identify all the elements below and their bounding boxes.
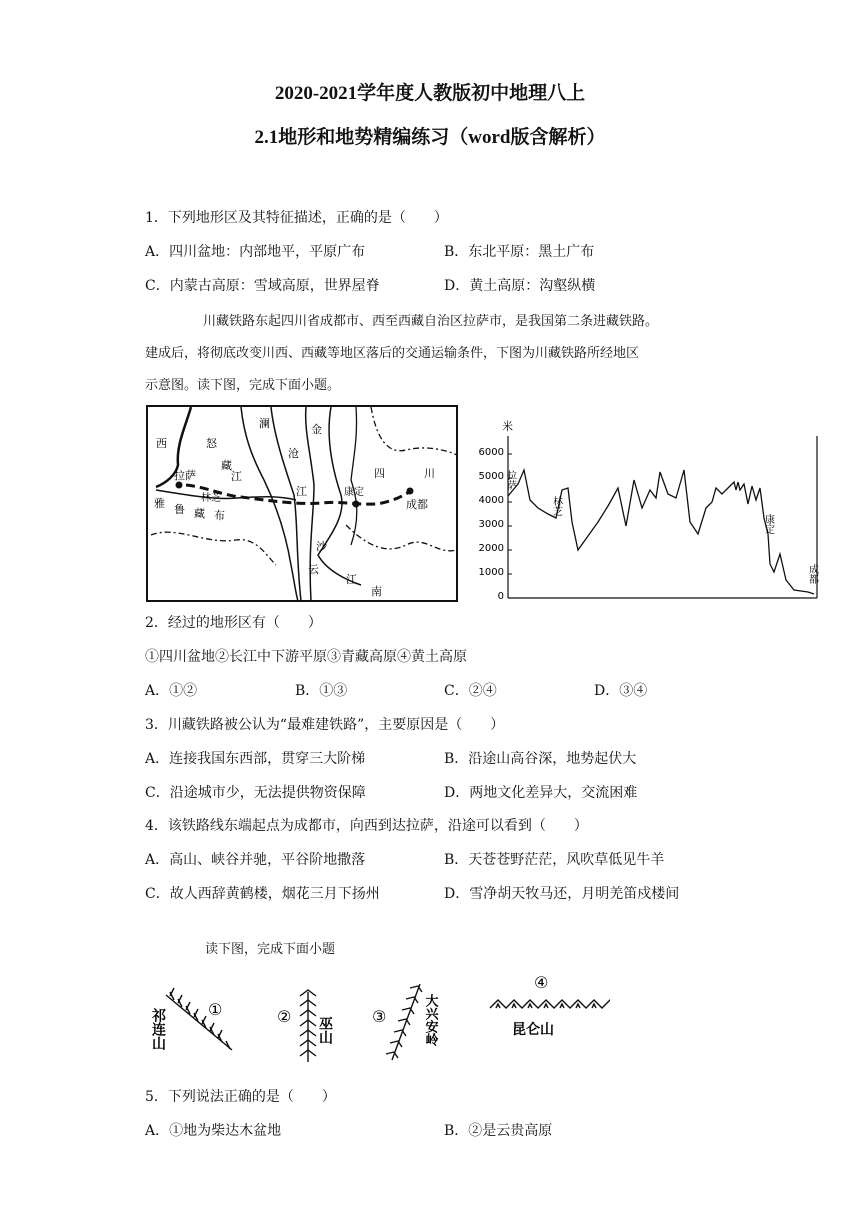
- q1-option-b: B．东北平原：黑土广布: [444, 244, 595, 260]
- q5-stem: 5．下列说法正确的是（ ）: [145, 1089, 336, 1105]
- profile-label-linzhi: 林芝: [550, 496, 562, 516]
- map-label-jiang-3: 江: [346, 573, 357, 586]
- passage-line-2: 建成后，将彻底改变川西、西藏等地区落后的交通运输条件，下图为川藏铁路所经地区: [145, 346, 640, 361]
- mountain-2-number: ②: [277, 1007, 292, 1026]
- mountain-ranges-figure: [150, 970, 610, 1070]
- passage-line-3: 示意图。读下图，完成下面小题。: [145, 378, 341, 393]
- q3-option-b: B．沿途山高谷深，地势起伏大: [444, 751, 637, 767]
- passage-2: 读下图，完成下面小题: [205, 942, 336, 957]
- q4-option-b: B．天苍苍野茫茫，风吹草低见牛羊: [444, 852, 665, 868]
- map-label-linzhi: 林芝: [201, 493, 221, 504]
- map-label-lu: 鲁: [174, 503, 185, 516]
- map-label-nan: 南: [371, 585, 382, 598]
- ytick-1000: 1000: [478, 567, 504, 578]
- map-label-ya: 雅: [154, 497, 165, 510]
- profile-label-chengdu: 成都: [806, 564, 818, 584]
- ytick-4000: 4000: [478, 495, 504, 506]
- map-label-xi: 西: [156, 437, 167, 450]
- map-label-nu: 怒: [206, 437, 217, 450]
- passage-line-1: 川藏铁路东起四川省成都市、西至西藏自治区拉萨市，是我国第二条进藏铁路。: [203, 314, 659, 329]
- q3-option-a: A．连接我国东西部，贯穿三大阶梯: [145, 751, 366, 767]
- map-label-zang-2: 藏: [194, 507, 205, 520]
- map-label-sha: 沙: [316, 540, 327, 553]
- profile-unit: 米: [502, 420, 513, 433]
- q4-stem: 4．该铁路线东端起点为成都市，向西到达拉萨，沿途可以看到（ ）: [145, 818, 588, 834]
- mountain-2-name: 巫山: [317, 1016, 333, 1044]
- mountain-4-number: ④: [534, 973, 549, 992]
- q1-option-a: A．四川盆地：内部地平，平原广布: [145, 244, 366, 260]
- q2-option-c: C．②④: [444, 683, 497, 699]
- mountain-symbol-3: [386, 984, 422, 1060]
- railway-map: [146, 405, 458, 602]
- mountain-4-name: 昆仑山: [512, 1022, 554, 1038]
- map-label-lasa: 拉萨: [174, 469, 196, 482]
- map-label-jiang-1: 江: [231, 470, 242, 483]
- mountain-symbol-1: [166, 988, 232, 1050]
- map-label-jin: 金: [311, 423, 322, 436]
- q3-stem: 3．川藏铁路被公认为“最难建铁路”，主要原因是（ ）: [145, 717, 505, 733]
- q1-option-c: C．内蒙古高原：雪域高原，世界屋脊: [145, 278, 380, 294]
- ytick-0: 0: [497, 591, 504, 602]
- q2-stem: 2．经过的地形区有（ ）: [145, 615, 322, 631]
- profile-label-kangding: 康定: [762, 514, 774, 534]
- q5-option-b: B．②是云贵高原: [444, 1123, 553, 1139]
- map-label-lan: 澜: [259, 417, 270, 430]
- map-label-kangding: 康定: [344, 487, 364, 498]
- ytick-6000: 6000: [478, 447, 504, 458]
- map-label-jiang-2: 江: [296, 485, 307, 498]
- q2-option-a: A．①②: [145, 683, 198, 699]
- mountain-symbol-4: [490, 1000, 610, 1008]
- q4-option-c: C．故人西辞黄鹤楼，烟花三月下扬州: [145, 886, 380, 902]
- mountain-3-number: ③: [372, 1007, 387, 1026]
- q4-option-a: A．高山、峡谷并驰，平谷阶地撒落: [145, 852, 366, 868]
- document-title: 2020-2021学年度人教版初中地理八上: [274, 83, 586, 104]
- q3-option-d: D．两地文化差异大，交流困难: [444, 785, 638, 801]
- mountain-1-number: ①: [208, 1000, 223, 1019]
- map-label-cang: 沧: [288, 447, 299, 460]
- ytick-5000: 5000: [478, 471, 504, 482]
- map-label-zang: 藏: [221, 459, 232, 472]
- q4-option-d: D．雪净胡天牧马还，月明羌笛戍楼间: [444, 886, 680, 902]
- ytick-3000: 3000: [478, 519, 504, 530]
- document-subtitle: 2.1地形和地势精编练习（word版含解析）: [254, 127, 606, 148]
- q2-option-d: D．③④: [594, 683, 648, 699]
- elevation-profile: [474, 418, 824, 604]
- q1-option-d: D．黄土高原：沟壑纵横: [444, 278, 596, 294]
- map-label-yun: 云: [308, 563, 319, 576]
- map-label-si: 四: [374, 467, 385, 480]
- q2-option-b: B．①③: [295, 683, 348, 699]
- profile-label-lasa: 拉萨: [504, 470, 516, 490]
- q5-option-a: A．①地为柴达木盆地: [145, 1123, 282, 1139]
- ytick-2000: 2000: [478, 543, 504, 554]
- mountain-1-name: 祁连山: [150, 1008, 166, 1050]
- q1-stem: 1．下列地形区及其特征描述，正确的是（ ）: [145, 210, 448, 226]
- mountain-symbol-2: [300, 990, 316, 1062]
- q3-option-c: C．沿途城市少，无法提供物资保障: [145, 785, 366, 801]
- map-label-chengdu: 成都: [406, 498, 428, 511]
- map-label-bu: 布: [214, 509, 225, 522]
- map-label-chuan: 川: [424, 467, 435, 480]
- mountain-3-name: 大兴安岭: [422, 994, 438, 1046]
- q2-options: ①四川盆地②长江中下游平原③青藏高原④黄土高原: [145, 649, 467, 665]
